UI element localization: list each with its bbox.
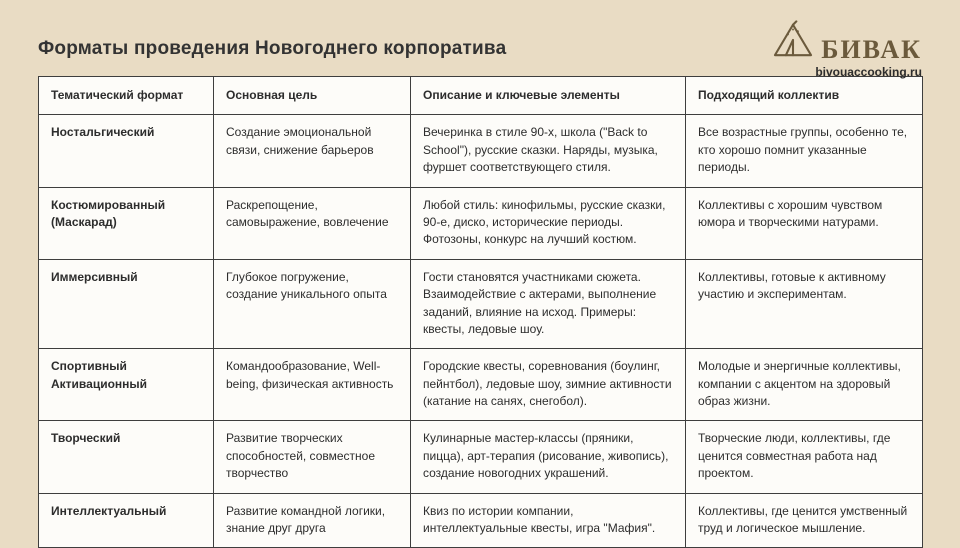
table-row	[39, 421, 923, 493]
cell-team: Все возрастные группы, особенно те, кто хорошо помнит указанные периоды.	[686, 115, 923, 187]
cell-description: Гости становятся участниками сюжета. Взаимодействие с актерами, выполнение заданий, влияние на исход. Примеры: квесты, ледовые шоу.	[411, 259, 686, 349]
cell-team: Коллективы, где ценится умственный труд и логическое мышление.	[686, 493, 923, 548]
formats-table	[38, 76, 923, 548]
table-row	[39, 187, 923, 259]
cell-description: Кулинарные мастер-классы (пряники, пицца), арт-терапия (рисование, живопись), создание новогодних украшений.	[411, 421, 686, 493]
column-header-goal: Основная цель	[214, 77, 411, 115]
cell-goal: Развитие творческих способностей, совместное творчество	[214, 421, 411, 493]
logo-lockup	[771, 20, 922, 63]
column-header-description: Описание и ключевые элементы	[411, 77, 686, 115]
logo	[771, 20, 922, 79]
cell-format: Спортивный Активационный	[39, 349, 214, 421]
cell-goal: Создание эмоциональной связи, снижение барьеров	[214, 115, 411, 187]
cell-description: Вечеринка в стиле 90-х, школа ("Back to School"), русские сказки. Наряды, музыка, фуршет соответствующего стиля.	[411, 115, 686, 187]
logo-brand: БИВАК	[821, 34, 922, 64]
cell-team: Молодые и энергичные коллективы, компании с акцентом на здоровый образ жизни.	[686, 349, 923, 421]
cell-format: Иммерсивный	[39, 259, 214, 349]
cell-goal: Развитие командной логики, знание друг друга	[214, 493, 411, 548]
column-header-format: Тематический формат	[39, 77, 214, 115]
table-header-row	[39, 77, 923, 115]
tent-icon	[771, 20, 815, 63]
column-header-team: Подходящий коллектив	[686, 77, 923, 115]
cell-goal: Раскрепощение, самовыражение, вовлечение	[214, 187, 411, 259]
cell-format: Интеллектуальный	[39, 493, 214, 548]
table-row	[39, 259, 923, 349]
table-row	[39, 349, 923, 421]
cell-format: Творческий	[39, 421, 214, 493]
header	[38, 0, 922, 79]
cell-description: Квиз по истории компании, интеллектуальные квесты, игра "Мафия".	[411, 493, 686, 548]
cell-description: Любой стиль: кинофильмы, русские сказки, 90-е, диско, исторические периоды. Фотозоны, конкурс на лучший костюм.	[411, 187, 686, 259]
logo-url: bivouaccooking.ru	[815, 64, 922, 79]
cell-goal: Глубокое погружение, создание уникального опыта	[214, 259, 411, 349]
cell-format: Костюмированный (Маскарад)	[39, 187, 214, 259]
cell-format: Ностальгический	[39, 115, 214, 187]
page-title: Форматы проведения Новогоднего корпоратива	[38, 38, 507, 59]
cell-team: Коллективы, готовые к активному участию и экспериментам.	[686, 259, 923, 349]
cell-description: Городские квесты, соревнования (боулинг, пейнтбол), ледовые шоу, зимние активности (катание на санях, снегобол).	[411, 349, 686, 421]
table-row	[39, 115, 923, 187]
cell-team: Творческие люди, коллективы, где ценится совместная работа над проектом.	[686, 421, 923, 493]
cell-team: Коллективы с хорошим чувством юмора и творческими натурами.	[686, 187, 923, 259]
cell-goal: Командообразование, Well-being, физическая активность	[214, 349, 411, 421]
